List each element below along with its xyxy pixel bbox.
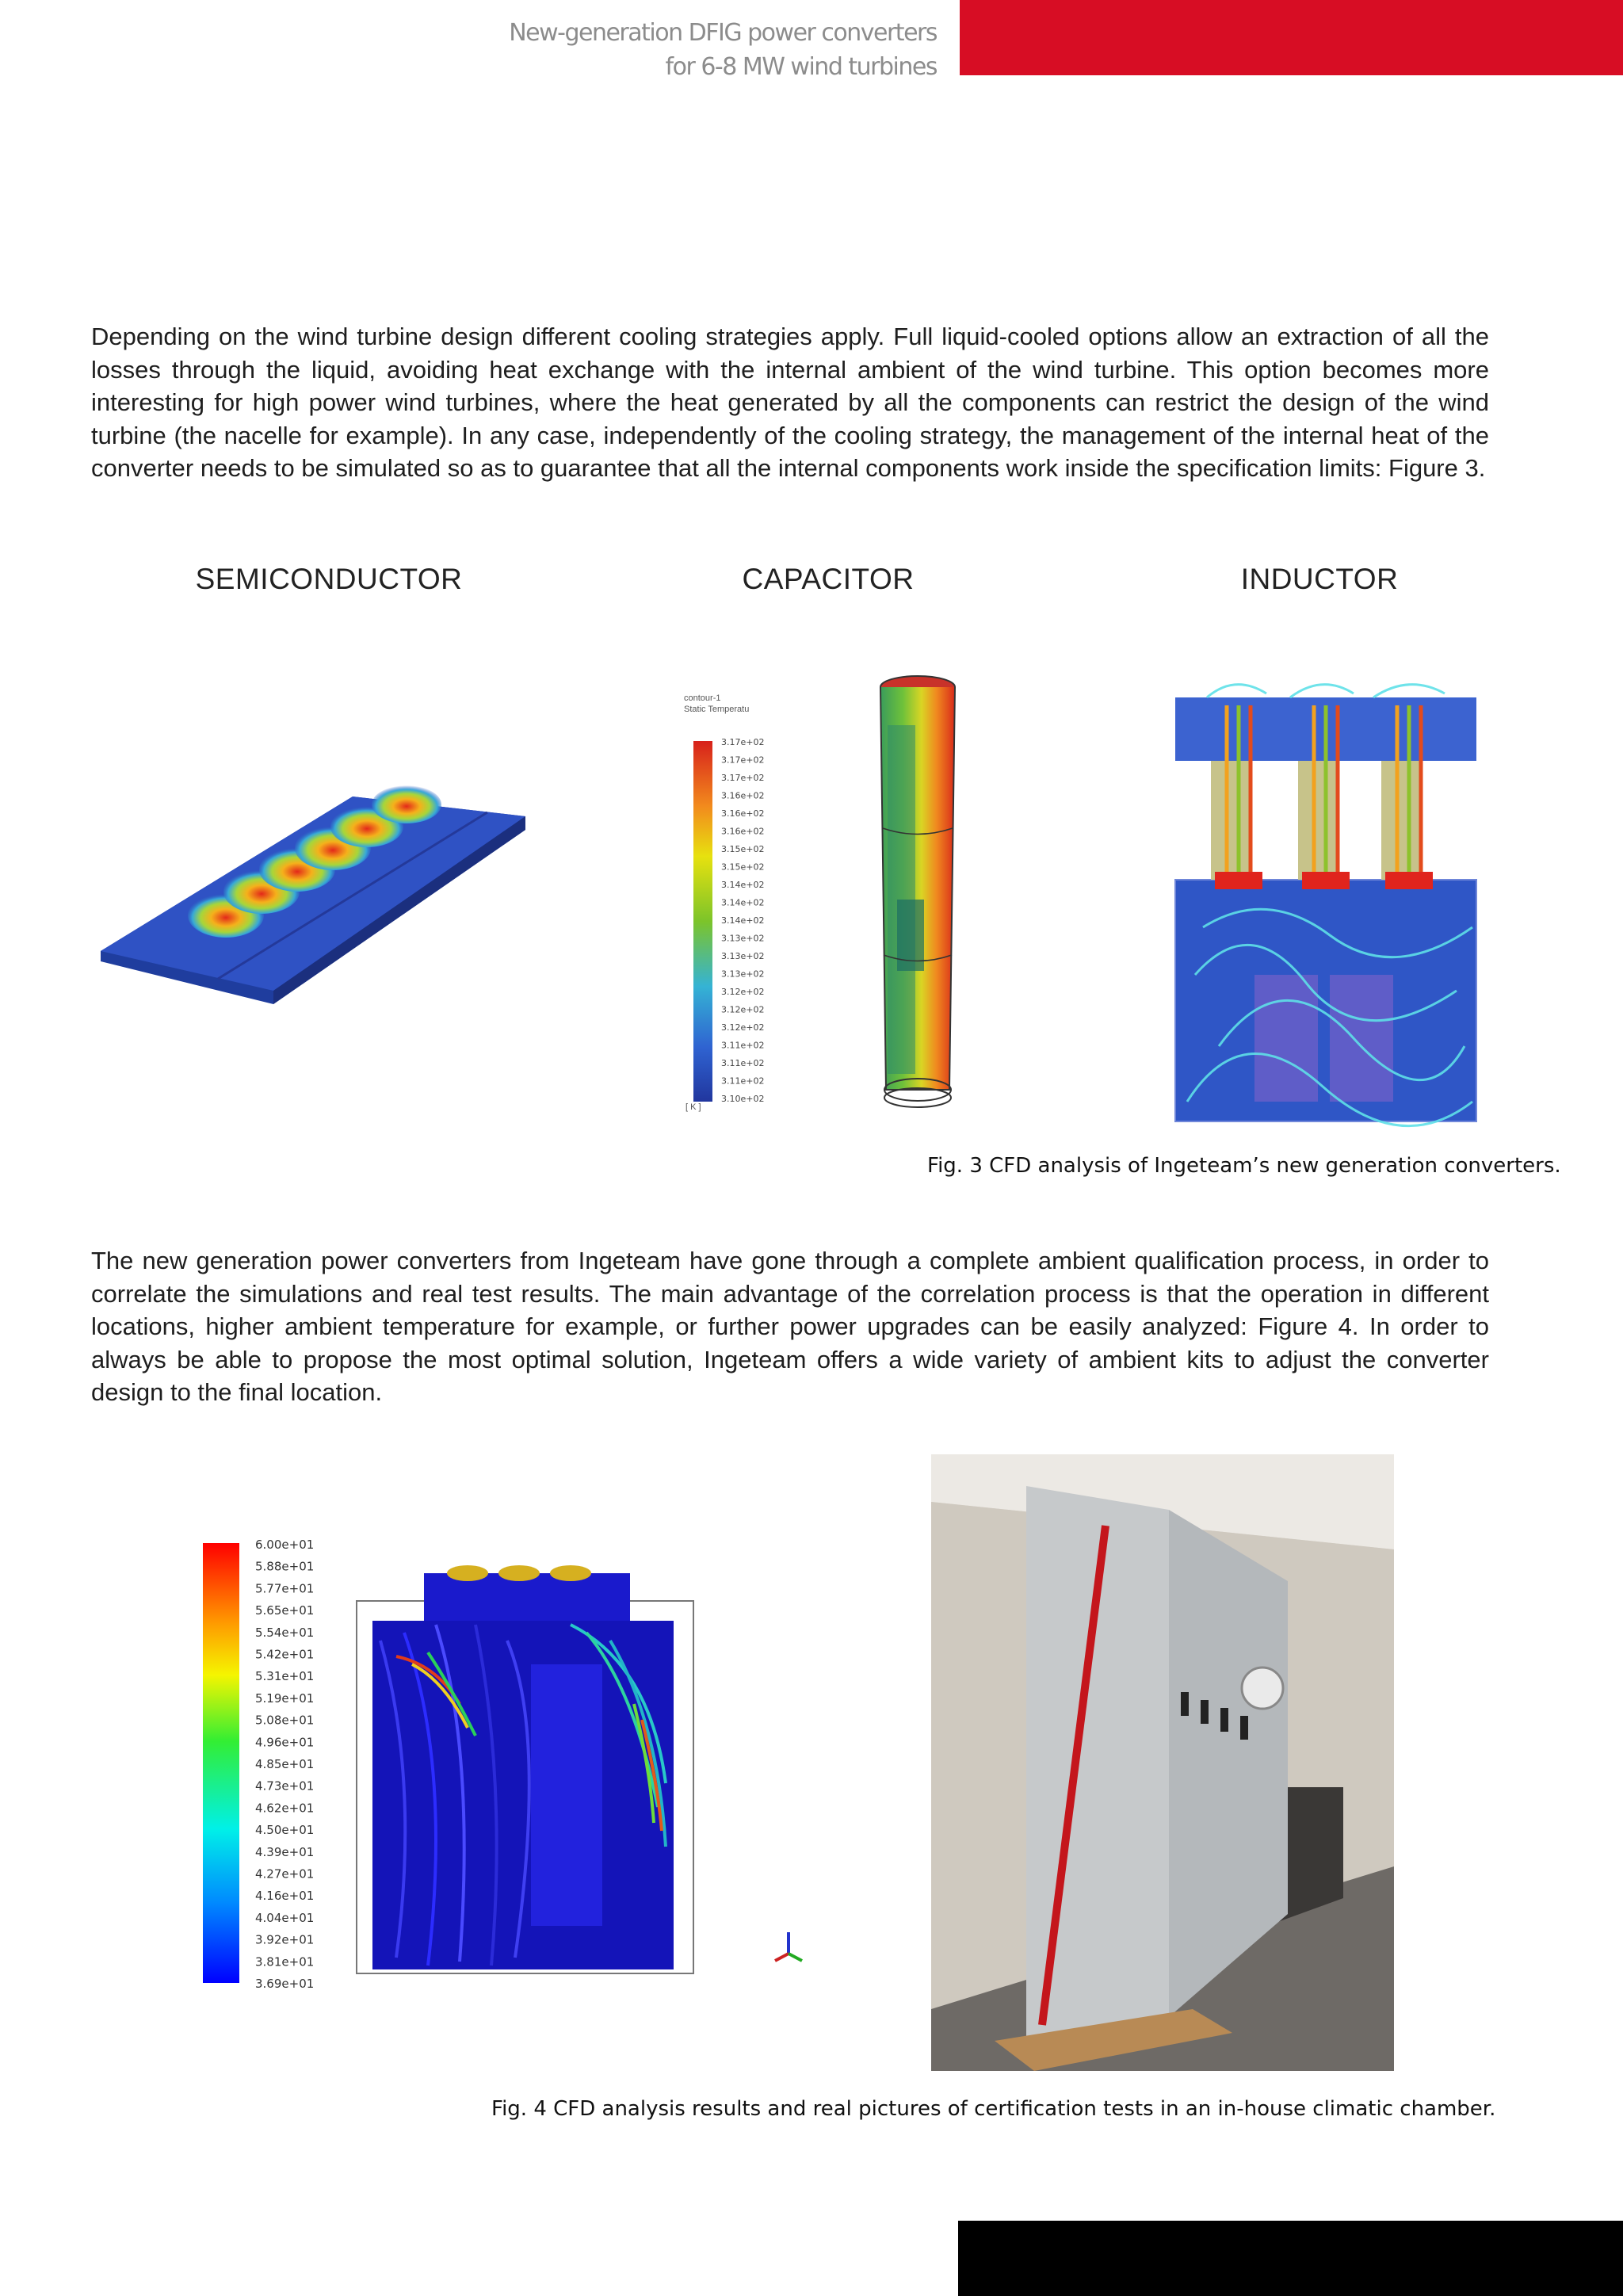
axis-triad-icon	[769, 1926, 808, 1969]
fig3-caption: Fig. 3 CFD analysis of Ingeteam’s new generation converters.	[927, 1154, 1561, 1178]
legend-a-tick-label: 3.17e+02	[721, 737, 765, 747]
header-title-line2: for 6-8 MW wind turbines	[665, 53, 937, 81]
legend-b-tick-label: 4.39e+01	[255, 1844, 315, 1859]
legend-b-tick-label: 5.08e+01	[255, 1713, 315, 1728]
legend-b-tick-label: 4.85e+01	[255, 1757, 315, 1771]
legend-b-tick-label: 4.73e+01	[255, 1778, 315, 1794]
fig4-temperature-legend	[198, 1534, 325, 1993]
legend-a-tick-label: 3.16e+02	[721, 790, 765, 801]
legend-b-tick-label: 5.42e+01	[255, 1647, 315, 1662]
legend-a-tick-label: 3.17e+02	[721, 755, 765, 766]
legend-title-line2: Static Temperatu	[684, 705, 750, 714]
legend-a-tick-label: 3.12e+02	[721, 1022, 765, 1033]
converter-cfd-image	[349, 1545, 697, 1981]
legend-a-tick-label: 3.12e+02	[721, 987, 765, 997]
legend-a-tick-label: 3.11e+02	[721, 1040, 765, 1051]
legend-b-tick-label: 3.81e+01	[255, 1954, 315, 1969]
legend-b-tick-label: 4.27e+01	[255, 1866, 315, 1881]
legend-a-tick-label: 3.14e+02	[721, 915, 765, 926]
legend-a-tick-label: 3.13e+02	[721, 968, 765, 980]
legend-a-tick-label: 3.14e+02	[721, 897, 765, 908]
legend-unit: [ K ]	[685, 1102, 701, 1112]
body-paragraph-1: Depending on the wind turbine design different cooling strategies apply. Full liquid-cooled options allow an extraction of all the losses through the liquid, avoiding heat exchange with the internal ambient of the wind turbine. This option becomes more interesting for high power wind turbines, where the heat generated by all the components can restrict the design of the wind turbine (the nacelle for example). In any case, independently of the cooling strategy, the management of the internal heat of the converter needs to be simulated so as to guarantee that all the internal components work inside the specification limits: Figure 3.	[91, 323, 1489, 482]
legend-b-tick-label: 5.65e+01	[255, 1603, 315, 1618]
legend-b-tick-label: 4.16e+01	[255, 1889, 315, 1904]
fig3-label-semiconductor: SEMICONDUCTOR	[195, 563, 463, 595]
footer-bar	[958, 2221, 1623, 2296]
legend-b-tick-label: 4.04e+01	[255, 1910, 315, 1925]
legend-b-tick-label: 3.92e+01	[255, 1932, 315, 1947]
legend-a-tick-label: 3.15e+02	[721, 861, 765, 873]
legend-a-tick-label: 3.13e+02	[721, 951, 765, 961]
legend-a-tick-label: 3.16e+02	[721, 826, 765, 837]
fig3-label-inductor: INDUCTOR	[1240, 563, 1399, 595]
legend-a-tick-label: 3.11e+02	[721, 1058, 765, 1068]
legend-b-tick-label: 5.19e+01	[255, 1690, 315, 1706]
legend-a-tick-label: 3.13e+02	[721, 933, 765, 944]
legend-b-tick-label: 4.96e+01	[255, 1735, 315, 1750]
legend-a-tick-label: 3.15e+02	[721, 844, 765, 854]
legend-a-tick-label: 3.12e+02	[721, 1004, 765, 1015]
legend-b-tick-label: 6.00e+01	[255, 1538, 315, 1552]
semiconductor-cfd-image	[91, 781, 535, 1010]
legend-title-line1: contour-1	[684, 693, 721, 703]
header-title-line1: New-generation DFIG power converters	[509, 19, 937, 47]
legend-a-tick-label: 3.17e+02	[721, 773, 765, 783]
capacitor-cfd-image	[848, 670, 983, 1114]
legend-b-tick-label: 4.50e+01	[255, 1823, 315, 1838]
legend-b-tick-label: 3.69e+01	[255, 1977, 315, 1991]
legend-b-tick-label: 4.62e+01	[255, 1801, 315, 1816]
fig4-caption: Fig. 4 CFD analysis results and real pictures of certification tests in an in-house climatic chamber.	[491, 2097, 1496, 2121]
inductor-cfd-image	[1171, 674, 1484, 1129]
capacitor-temperature-legend	[682, 690, 792, 1117]
legend-a-tick-label: 3.11e+02	[721, 1075, 765, 1087]
legend-a-tick-label: 3.10e+02	[721, 1094, 765, 1104]
legend-a-tick-label: 3.14e+02	[721, 880, 765, 890]
legend-b-tick-label: 5.31e+01	[255, 1669, 315, 1684]
header-accent-bar	[960, 0, 1623, 75]
header-title	[509, 16, 937, 84]
climatic-chamber-photo	[931, 1454, 1394, 2071]
fig3-label-capacitor: CAPACITOR	[742, 563, 915, 595]
legend-a-tick-label: 3.16e+02	[721, 808, 765, 819]
legend-b-tick-label: 5.54e+01	[255, 1625, 315, 1640]
legend-b-tick-label: 5.88e+01	[255, 1559, 315, 1574]
legend-b-tick-label: 5.77e+01	[255, 1581, 315, 1596]
body-paragraph-2: The new generation power converters from Ingeteam have gone through a complete ambient qualification process, in order to correlate the simulations and real test results. The main advantage of the correlation process is that the operation in different locations, higher ambient temperature for example, or further power upgrades can be easily analyzed: Figure 4. In order to always be able to propose the most optimal solution, Ingeteam offers a wide variety of ambient kits to adjust the converter design to the final location.	[91, 1247, 1489, 1406]
